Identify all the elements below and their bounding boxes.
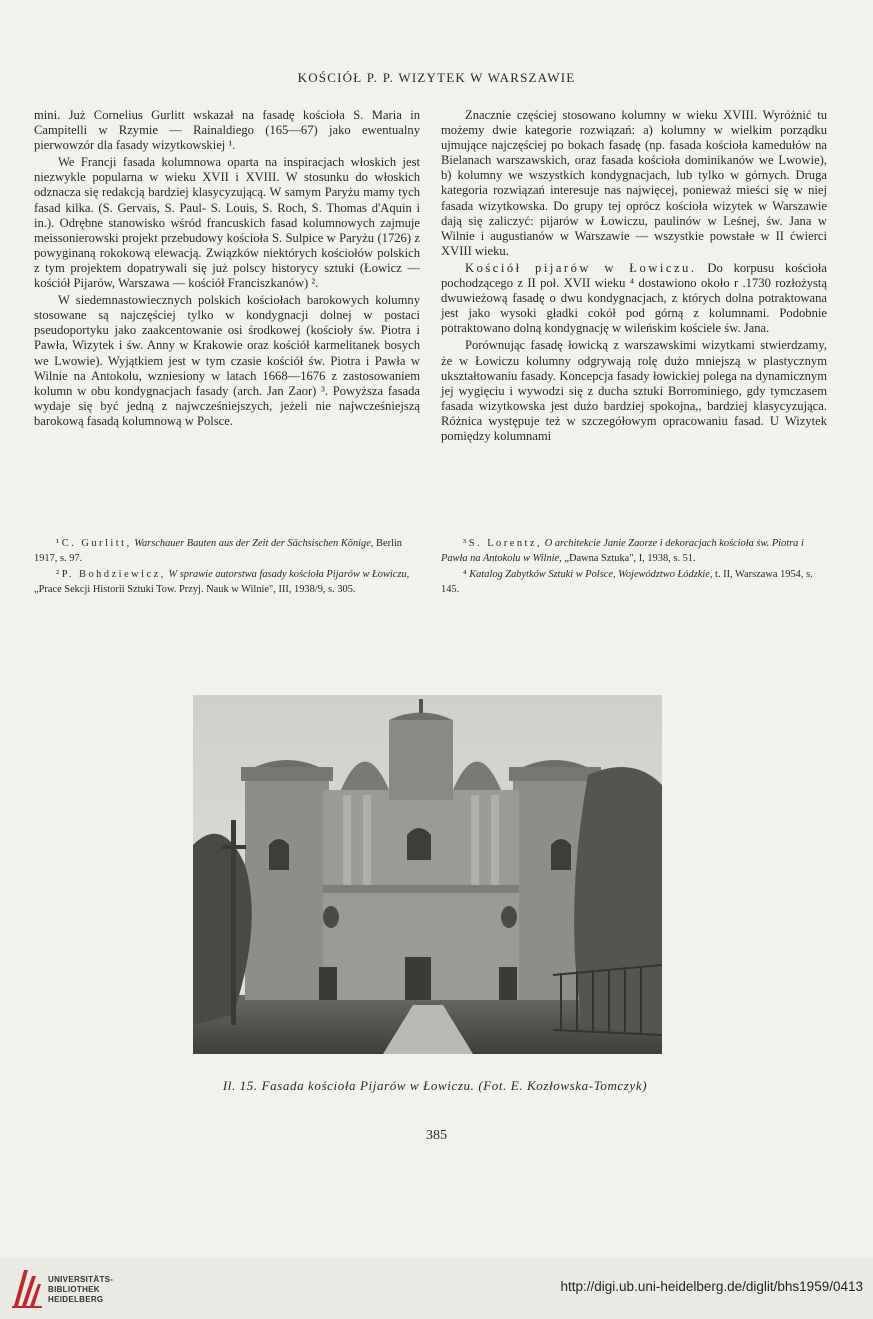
footnote-details: „Dawna Sztuka", I, 1938, s. 51. [561,553,696,564]
paragraph: Znacznie częściej stosowano kolumny w wieku XVIII. Wyróżnić tu możemy dwie kategorie rozwiązań: a) kolumny w wielkim porządku ujmujące najczęściej po bokach fasadę (np. fasada kościoła kamedułów na Bielanach warszawskich, oraz fasada kościoła dominikanów we Lwowie), b) kolumny we wszystkich kondygnacjach, lub tylko w górnych. Druga kategoria rozwiązań interesuje nas najwięcej, ponieważ mieści się w niej fasada wizytkowska. Do grupy tej oprócz kościoła wizytek w Warszawie dają się zaliczyć: pijarów w Łowiczu, paulinów w Leśnej, św. Jana w Wilnie i augustianów w Warszawie — wszystkie powstałe w II ćwierci XVIII wieku. [441,108,827,258]
footnote-title: W sprawie autorstwa fasady kościoła Pijarów w Łowiczu, [168,569,410,580]
paragraph: W siedemnastowiecznych polskich kościołach barokowych kolumny stosowane są najczęściej tylko w kondygnacji dolnej w postaci pseudoportyku jako zaakcentowanie osi środkowej (kościoły św. Piotra i Pawła, Wizytek i św. Anny w Krakowie oraz kościół karmelitanek bosych we Lwowie). Wyjątkiem jest w tym czasie kościół św. Piotra i Pawła w Wilnie na Antokolu, wzniesiony w latach 1668—1676 z zastosowaniem kolumn w obu kondygnacjach fasady (arch. Jan Zaor) ³. Powyższa fasada wydaje się być jedną z najwcześniejszych, jeżeli nie najwcześniejszą barokową fasadą kolumnową w Polsce. [34,293,420,428]
footnote-details: t. II, Warszawa 1954, s. 145. [441,569,813,595]
page-number: 385 [426,1128,447,1143]
footnote-details: „Prace Sekcji Historii Sztuki Tow. Przyj. Nauk w Wilnie", III, 1938/9, s. 305. [34,584,356,595]
footnote-title: O architekcie Janie Zaorze i dekoracjach kościoła św. Piotra i Pawła na Antokolu w Wilnie, [441,538,804,564]
footnote-number: ¹ [56,538,60,549]
footnotes-right [441,536,827,598]
library-name-line: BIBLIOTHEK [48,1285,100,1294]
paragraph [441,261,827,336]
footnote [441,567,827,597]
church-facade-photo [193,695,662,1054]
footnote-details: Berlin 1917, s. 97. [34,538,403,564]
paragraph: We Francji fasada kolumnowa oparta na inspiracjach włoskich jest niezwykle popularna w wieku XVII i XVIII. W stosunku do włoskich odznacza się redakcją bardziej klasycyzującą. W samym Paryżu mamy tych fasad kilka. (S. Gervais, S. Paul- S. Louis, S. Roch, S. Thomas d'Aquin i in.). Odrębne stanowisko wśród francuskich fasad kolumnowych zajmuje meissonierowski projekt przebudowy kościoła S. Sulpice w Paryżu (1726) z powyginaną rokokową elewacją. Związków niektórych kościołów polskich z tym projektem dopatrywali się już polscy historycy sztuki (Łowicz — kościół Pijarów, Warszawa — kościół Franciszkanów) ². [34,155,420,291]
heidelberg-library-logo-icon[interactable] [10,1266,44,1310]
footnote-number: ⁴ [463,569,467,580]
footnote-author: P. Bohdziewicz, [61,569,166,580]
library-name [48,1275,113,1305]
footnote [34,567,420,597]
figure-caption: Il. 15. Fasada kościoła Pijarów w Łowiczu. (Fot. E. Kozłowska-Tomczyk) [222,1078,648,1093]
footnote-title: Warschauer Bauten aus der Zeit der Sächsischen Könige, [134,538,374,549]
footnote-author: S. Lorentz, [468,538,543,549]
section-heading: Kościół pijarów w Łowiczu. [465,260,697,275]
footnotes-left [34,536,420,598]
footnote-author: C. Gurlitt, [61,538,132,549]
paragraph: Porównując fasadę łowicką z warszawskimi wizytkami stwierdzamy, że w Łowiczu kolumny odgrywają rolę dużo mniejszą w plastycznym ukształtowaniu fasady. Koncepcja fasady łowickiej polega na dynamicznym jej wygięciu i wywodzi się z ducha sztuki Borrominiego, gdy tymczasem fasada wizytkowska jest dużo bardziej spokojna,, bardziej klasycyzująca. Różnica występuje też w szczegółowym opracowaniu fasad. U Wizytek pomiędzy kolumnami [441,338,827,443]
footnote-title: Katalog Zabytków Sztuki w Polsce, Województwo Łódzkie, [469,569,713,580]
footnote-number: ² [56,569,60,580]
permalink-url[interactable]: http://digi.ub.uni-heidelberg.de/diglit/bhs1959/0413 [560,1279,863,1294]
footnote [34,536,420,566]
left-text-column [34,108,420,431]
footnote [441,536,827,566]
footnote-number: ³ [463,538,467,549]
library-name-line: UNIVERSITÄTS- [48,1275,114,1284]
paragraph-text: Do korpusu kościoła pochodzącego z II poł. XVII wieku ⁴ dostawiono około r .1730 rozłożystą dwuwieżową fasadę o dwu kondygnacjach, z których dolna potraktowana jest jako wysoki gładki cokół pod górną z kolumnami. Podobnie potraktowano dolną kondygnację w wileńskim kościele św. Jana. [441,260,827,336]
right-text-column [441,108,827,446]
library-name-line: HEIDELBERG [48,1295,104,1304]
paragraph: mini. Już Cornelius Gurlitt wskazał na fasadę kościoła S. Maria in Campitelli w Rzymie — Rainaldiego (165—67) jako ewentualny pierwowzór dla fasady wizytkowskiej ¹. [34,108,420,153]
library-footer [0,1258,873,1319]
running-header: KOŚCIÓŁ P. P. WIZYTEK W WARSZAWIE [297,70,576,85]
